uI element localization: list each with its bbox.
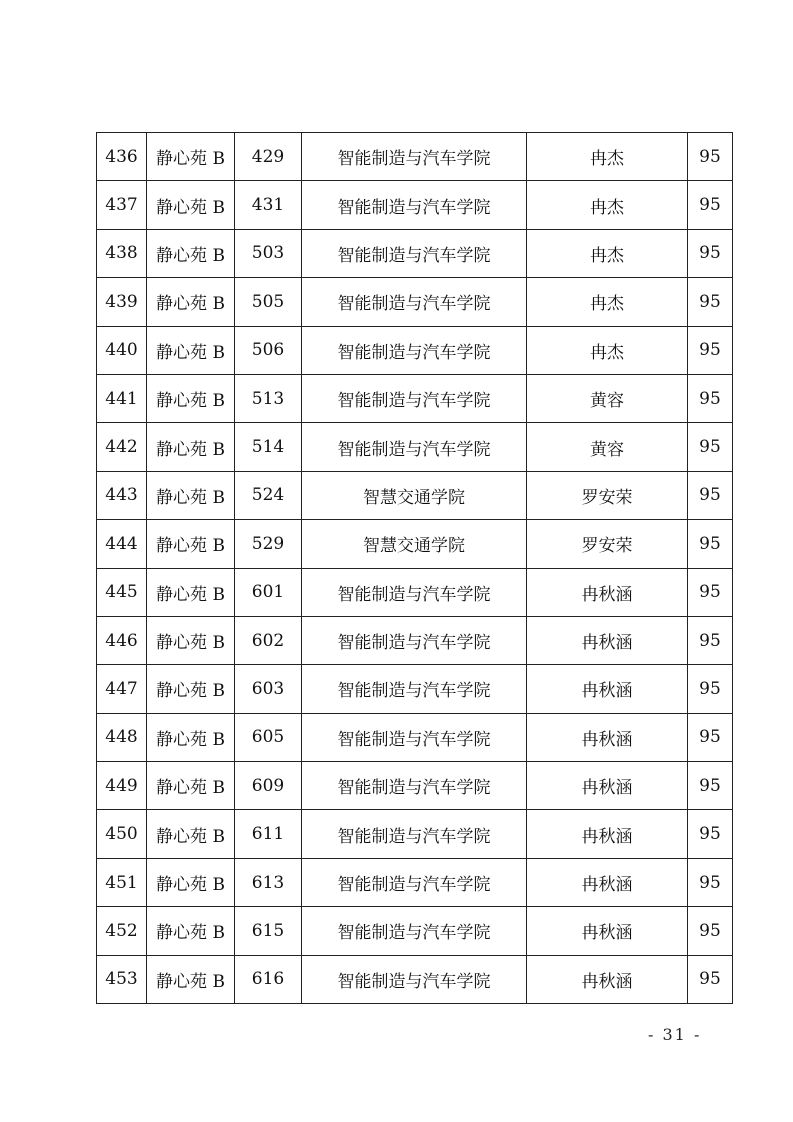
table-row bbox=[97, 713, 733, 761]
score-cell: 95 bbox=[688, 520, 733, 568]
row-index-cell: 439 bbox=[97, 278, 147, 326]
college-cell: 智能制造与汽车学院 bbox=[302, 374, 527, 422]
building-cell: 静心苑 B bbox=[147, 374, 235, 422]
counselor-cell: 冉秋涵 bbox=[527, 907, 688, 955]
score-cell: 95 bbox=[688, 810, 733, 858]
counselor-cell: 罗安荣 bbox=[527, 520, 688, 568]
building-cell: 静心苑 B bbox=[147, 133, 235, 181]
table-row bbox=[97, 810, 733, 858]
building-cell: 静心苑 B bbox=[147, 326, 235, 374]
counselor-cell: 冉杰 bbox=[527, 278, 688, 326]
row-index-cell: 447 bbox=[97, 665, 147, 713]
building-cell: 静心苑 B bbox=[147, 665, 235, 713]
counselor-cell: 冉秋涵 bbox=[527, 713, 688, 761]
counselor-cell: 罗安荣 bbox=[527, 471, 688, 519]
row-index-cell: 449 bbox=[97, 762, 147, 810]
building-cell: 静心苑 B bbox=[147, 229, 235, 277]
counselor-cell: 冉秋涵 bbox=[527, 955, 688, 1003]
college-cell: 智能制造与汽车学院 bbox=[302, 568, 527, 616]
room-number-cell: 514 bbox=[235, 423, 302, 471]
table-body bbox=[97, 133, 733, 1004]
college-cell: 智能制造与汽车学院 bbox=[302, 616, 527, 664]
room-number-cell: 605 bbox=[235, 713, 302, 761]
score-cell: 95 bbox=[688, 858, 733, 906]
table-row bbox=[97, 907, 733, 955]
row-index-cell: 438 bbox=[97, 229, 147, 277]
score-cell: 95 bbox=[688, 423, 733, 471]
building-cell: 静心苑 B bbox=[147, 810, 235, 858]
score-cell: 95 bbox=[688, 955, 733, 1003]
row-index-cell: 441 bbox=[97, 374, 147, 422]
room-number-cell: 603 bbox=[235, 665, 302, 713]
score-cell: 95 bbox=[688, 278, 733, 326]
table-row bbox=[97, 374, 733, 422]
room-number-cell: 524 bbox=[235, 471, 302, 519]
college-cell: 智能制造与汽车学院 bbox=[302, 133, 527, 181]
college-cell: 智慧交通学院 bbox=[302, 471, 527, 519]
table-row bbox=[97, 568, 733, 616]
college-cell: 智能制造与汽车学院 bbox=[302, 858, 527, 906]
counselor-cell: 冉秋涵 bbox=[527, 568, 688, 616]
row-index-cell: 443 bbox=[97, 471, 147, 519]
row-index-cell: 440 bbox=[97, 326, 147, 374]
table-row bbox=[97, 278, 733, 326]
score-cell: 95 bbox=[688, 229, 733, 277]
college-cell: 智能制造与汽车学院 bbox=[302, 423, 527, 471]
building-cell: 静心苑 B bbox=[147, 568, 235, 616]
college-cell: 智能制造与汽车学院 bbox=[302, 907, 527, 955]
building-cell: 静心苑 B bbox=[147, 181, 235, 229]
table-row bbox=[97, 665, 733, 713]
score-cell: 95 bbox=[688, 326, 733, 374]
building-cell: 静心苑 B bbox=[147, 423, 235, 471]
room-number-cell: 609 bbox=[235, 762, 302, 810]
room-number-cell: 601 bbox=[235, 568, 302, 616]
score-cell: 95 bbox=[688, 907, 733, 955]
counselor-cell: 冉杰 bbox=[527, 326, 688, 374]
table-row bbox=[97, 762, 733, 810]
row-index-cell: 450 bbox=[97, 810, 147, 858]
building-cell: 静心苑 B bbox=[147, 471, 235, 519]
room-number-cell: 529 bbox=[235, 520, 302, 568]
row-index-cell: 451 bbox=[97, 858, 147, 906]
score-cell: 95 bbox=[688, 713, 733, 761]
row-index-cell: 446 bbox=[97, 616, 147, 664]
counselor-cell: 冉杰 bbox=[527, 133, 688, 181]
room-number-cell: 615 bbox=[235, 907, 302, 955]
building-cell: 静心苑 B bbox=[147, 955, 235, 1003]
row-index-cell: 442 bbox=[97, 423, 147, 471]
row-index-cell: 453 bbox=[97, 955, 147, 1003]
college-cell: 智能制造与汽车学院 bbox=[302, 713, 527, 761]
score-cell: 95 bbox=[688, 665, 733, 713]
college-cell: 智能制造与汽车学院 bbox=[302, 181, 527, 229]
college-cell: 智能制造与汽车学院 bbox=[302, 278, 527, 326]
score-cell: 95 bbox=[688, 471, 733, 519]
room-number-cell: 506 bbox=[235, 326, 302, 374]
table-row bbox=[97, 326, 733, 374]
row-index-cell: 444 bbox=[97, 520, 147, 568]
room-number-cell: 429 bbox=[235, 133, 302, 181]
row-index-cell: 445 bbox=[97, 568, 147, 616]
table-row bbox=[97, 229, 733, 277]
room-number-cell: 616 bbox=[235, 955, 302, 1003]
score-cell: 95 bbox=[688, 762, 733, 810]
room-number-cell: 505 bbox=[235, 278, 302, 326]
dormitory-table-container bbox=[96, 132, 733, 1004]
counselor-cell: 冉秋涵 bbox=[527, 810, 688, 858]
row-index-cell: 448 bbox=[97, 713, 147, 761]
counselor-cell: 冉秋涵 bbox=[527, 858, 688, 906]
counselor-cell: 黄容 bbox=[527, 374, 688, 422]
college-cell: 智能制造与汽车学院 bbox=[302, 762, 527, 810]
table-row bbox=[97, 616, 733, 664]
room-number-cell: 613 bbox=[235, 858, 302, 906]
row-index-cell: 452 bbox=[97, 907, 147, 955]
counselor-cell: 冉秋涵 bbox=[527, 762, 688, 810]
room-number-cell: 611 bbox=[235, 810, 302, 858]
building-cell: 静心苑 B bbox=[147, 278, 235, 326]
college-cell: 智能制造与汽车学院 bbox=[302, 810, 527, 858]
table-row bbox=[97, 520, 733, 568]
building-cell: 静心苑 B bbox=[147, 616, 235, 664]
score-cell: 95 bbox=[688, 181, 733, 229]
building-cell: 静心苑 B bbox=[147, 713, 235, 761]
score-cell: 95 bbox=[688, 616, 733, 664]
score-cell: 95 bbox=[688, 568, 733, 616]
college-cell: 智能制造与汽车学院 bbox=[302, 326, 527, 374]
page-number: - 31 - bbox=[648, 1025, 702, 1044]
counselor-cell: 冉秋涵 bbox=[527, 616, 688, 664]
counselor-cell: 冉杰 bbox=[527, 229, 688, 277]
room-number-cell: 513 bbox=[235, 374, 302, 422]
table-row bbox=[97, 133, 733, 181]
building-cell: 静心苑 B bbox=[147, 520, 235, 568]
table-row bbox=[97, 471, 733, 519]
row-index-cell: 436 bbox=[97, 133, 147, 181]
college-cell: 智能制造与汽车学院 bbox=[302, 665, 527, 713]
room-number-cell: 602 bbox=[235, 616, 302, 664]
building-cell: 静心苑 B bbox=[147, 907, 235, 955]
table-row bbox=[97, 955, 733, 1003]
college-cell: 智能制造与汽车学院 bbox=[302, 955, 527, 1003]
college-cell: 智慧交通学院 bbox=[302, 520, 527, 568]
counselor-cell: 冉杰 bbox=[527, 181, 688, 229]
college-cell: 智能制造与汽车学院 bbox=[302, 229, 527, 277]
dormitory-table bbox=[96, 132, 733, 1004]
score-cell: 95 bbox=[688, 133, 733, 181]
table-row bbox=[97, 858, 733, 906]
counselor-cell: 冉秋涵 bbox=[527, 665, 688, 713]
room-number-cell: 503 bbox=[235, 229, 302, 277]
counselor-cell: 黄容 bbox=[527, 423, 688, 471]
row-index-cell: 437 bbox=[97, 181, 147, 229]
score-cell: 95 bbox=[688, 374, 733, 422]
building-cell: 静心苑 B bbox=[147, 762, 235, 810]
building-cell: 静心苑 B bbox=[147, 858, 235, 906]
room-number-cell: 431 bbox=[235, 181, 302, 229]
table-row bbox=[97, 423, 733, 471]
table-row bbox=[97, 181, 733, 229]
